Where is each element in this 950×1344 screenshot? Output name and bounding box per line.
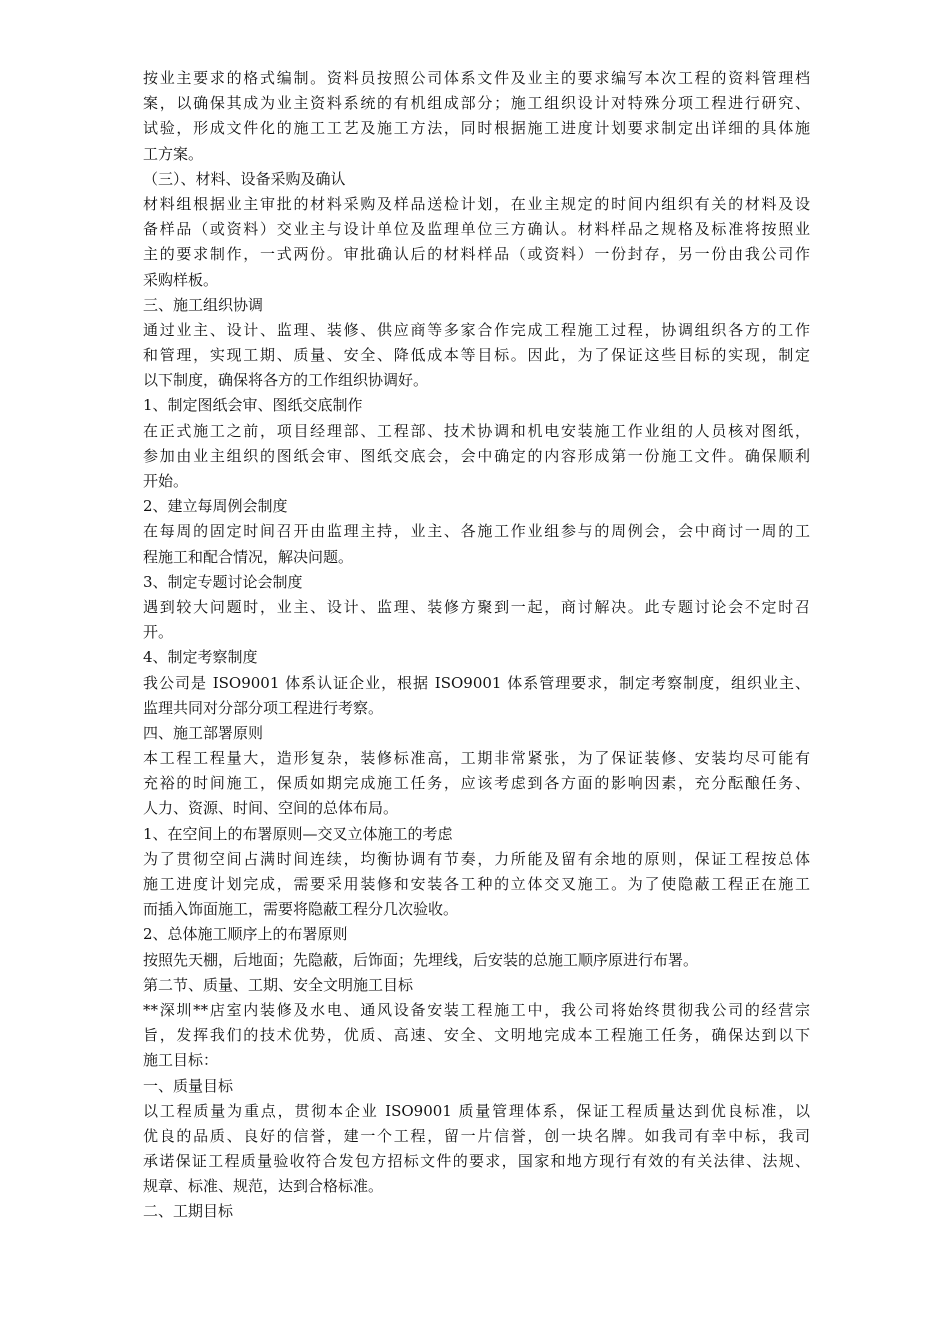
paragraph-line: 以工程质量为重点，贯彻本企业 ISO9001 质量管理体系，保证工程质量达到优良标准，以 [143, 1101, 810, 1120]
section-heading: 第二节、质量、工期、安全文明施工目标 [143, 975, 414, 994]
paragraph-line: **深圳**店室内装修及水电、通风设备安装工程施工中，我公司将始终贯彻我公司的经营宗 [143, 1000, 810, 1019]
paragraph-line: 备样品（或资料）交业主与设计单位及监理单位三方确认。材料样品之规格及标准将按照业 [143, 220, 810, 239]
section-heading: 三、施工组织协调 [143, 295, 264, 314]
paragraph-line: 优良的品质、良好的信誉，建一个工程，留一片信誉，创一块名牌。如我司有幸中标，我司 [143, 1126, 810, 1145]
paragraph-line: 主的要求制作，一式两份。审批确认后的材料样品（或资料）一份封存，另一份由我公司作 [143, 245, 810, 264]
paragraph-line: 承诺保证工程质量验收符合发包方招标文件的要求，国家和地方现行有效的有关法律、法规、 [143, 1152, 810, 1171]
paragraph-line: 案，以确保其成为业主资料系统的有机组成部分；施工组织设计对特殊分项工程进行研究、 [143, 94, 810, 113]
paragraph-line: 采购样板。 [143, 270, 219, 289]
paragraph-line: 施工进度计划完成，需要采用装修和安装各工种的立体交叉施工。为了使隐蔽工程正在施工 [143, 875, 810, 893]
paragraph-line: 施工目标： [143, 1051, 219, 1070]
section-heading: 二、工期目标 [143, 1202, 234, 1221]
document-body [143, 66, 810, 1225]
section-heading: 一、质量目标 [143, 1076, 234, 1095]
paragraph-line: 材料组根据业主审批的材料采购及样品送检计划，在业主规定的时间内组织有关的材料及设 [143, 194, 810, 213]
section-heading: 1、在空间上的布署原则—交叉立体施工的考虑 [143, 824, 453, 843]
paragraph-line: 通过业主、设计、监理、装修、供应商等多家合作完成工程施工过程，协调组织各方的工作 [143, 320, 810, 339]
section-heading: 2、总体施工顺序上的布署原则 [143, 925, 348, 944]
paragraph-line: 试验，形成文件化的施工工艺及施工方法，同时根据施工进度计划要求制定出详细的具体施 [143, 119, 810, 138]
paragraph-line: 参加由业主组织的图纸会审、图纸交底会，会中确定的内容形成第一份施工文件。确保顺利 [143, 446, 810, 465]
paragraph-line: 旨，发挥我们的技术优势，优质、高速、安全、文明地完成本工程施工任务，确保达到以下 [143, 1026, 810, 1045]
section-heading: 2、建立每周例会制度 [143, 497, 288, 516]
paragraph-line: 规章、标准、规范，达到合格标准。 [143, 1177, 384, 1196]
paragraph-line: 而插入饰面施工，需要将隐蔽工程分几次验收。 [143, 900, 459, 919]
paragraph-line: 开。 [143, 623, 174, 642]
paragraph-line: 以下制度，确保将各方的工作组织协调好。 [143, 371, 429, 390]
paragraph-line: 开始。 [143, 472, 189, 490]
section-heading: 4、制定考察制度 [143, 648, 258, 667]
paragraph-line: 程施工和配合情况，解决问题。 [143, 547, 354, 566]
paragraph-line: 和管理，实现工期、质量、安全、降低成本等目标。因此，为了保证这些目标的实现，制定 [143, 346, 810, 365]
paragraph-line: 在每周的固定时间召开由监理主持，业主、各施工作业组参与的周例会，会中商讨一周的工 [143, 522, 810, 541]
paragraph-line: 工方案。 [143, 144, 204, 163]
paragraph-line: 充裕的时间施工，保质如期完成施工任务，应该考虑到各方面的影响因素，充分酝酿任务、 [143, 774, 810, 793]
paragraph-line: 按照先天棚，后地面；先隐蔽，后饰面；先埋线，后安装的总施工顺序原进行布署。 [143, 950, 699, 969]
paragraph-line: 在正式施工之前，项目经理部、工程部、技术协调和机电安装施工作业组的人员核对图纸， [143, 421, 810, 440]
paragraph-line: 监理共同对分部分项工程进行考察。 [143, 698, 384, 717]
section-heading: 四、施工部署原则 [143, 723, 264, 742]
paragraph-line: 遇到较大问题时，业主、设计、监理、装修方聚到一起，商讨解决。此专题讨论会不定时召 [143, 597, 810, 616]
paragraph-line: 人力、资源、时间、空间的总体布局。 [143, 799, 399, 818]
section-heading: 1、制定图纸会审、图纸交底制作 [143, 396, 363, 415]
paragraph-line: 按业主要求的格式编制。资料员按照公司体系文件及业主的要求编写本次工程的资料管理档 [143, 69, 810, 87]
section-heading: （三）、材料、设备采购及确认 [143, 169, 346, 188]
paragraph-line: 本工程工程量大，造形复杂，装修标准高，工期非常紧张，为了保证装修、安装均尽可能有 [143, 749, 810, 768]
paragraph-line: 我公司是 ISO9001 体系认证企业，根据 ISO9001 体系管理要求，制定考察制度，组织业主、 [143, 673, 810, 692]
paragraph-line: 为了贯彻空间占满时间连续，均衡协调有节奏，力所能及留有余地的原则，保证工程按总体 [143, 849, 810, 868]
section-heading: 3、制定专题讨论会制度 [143, 572, 303, 591]
